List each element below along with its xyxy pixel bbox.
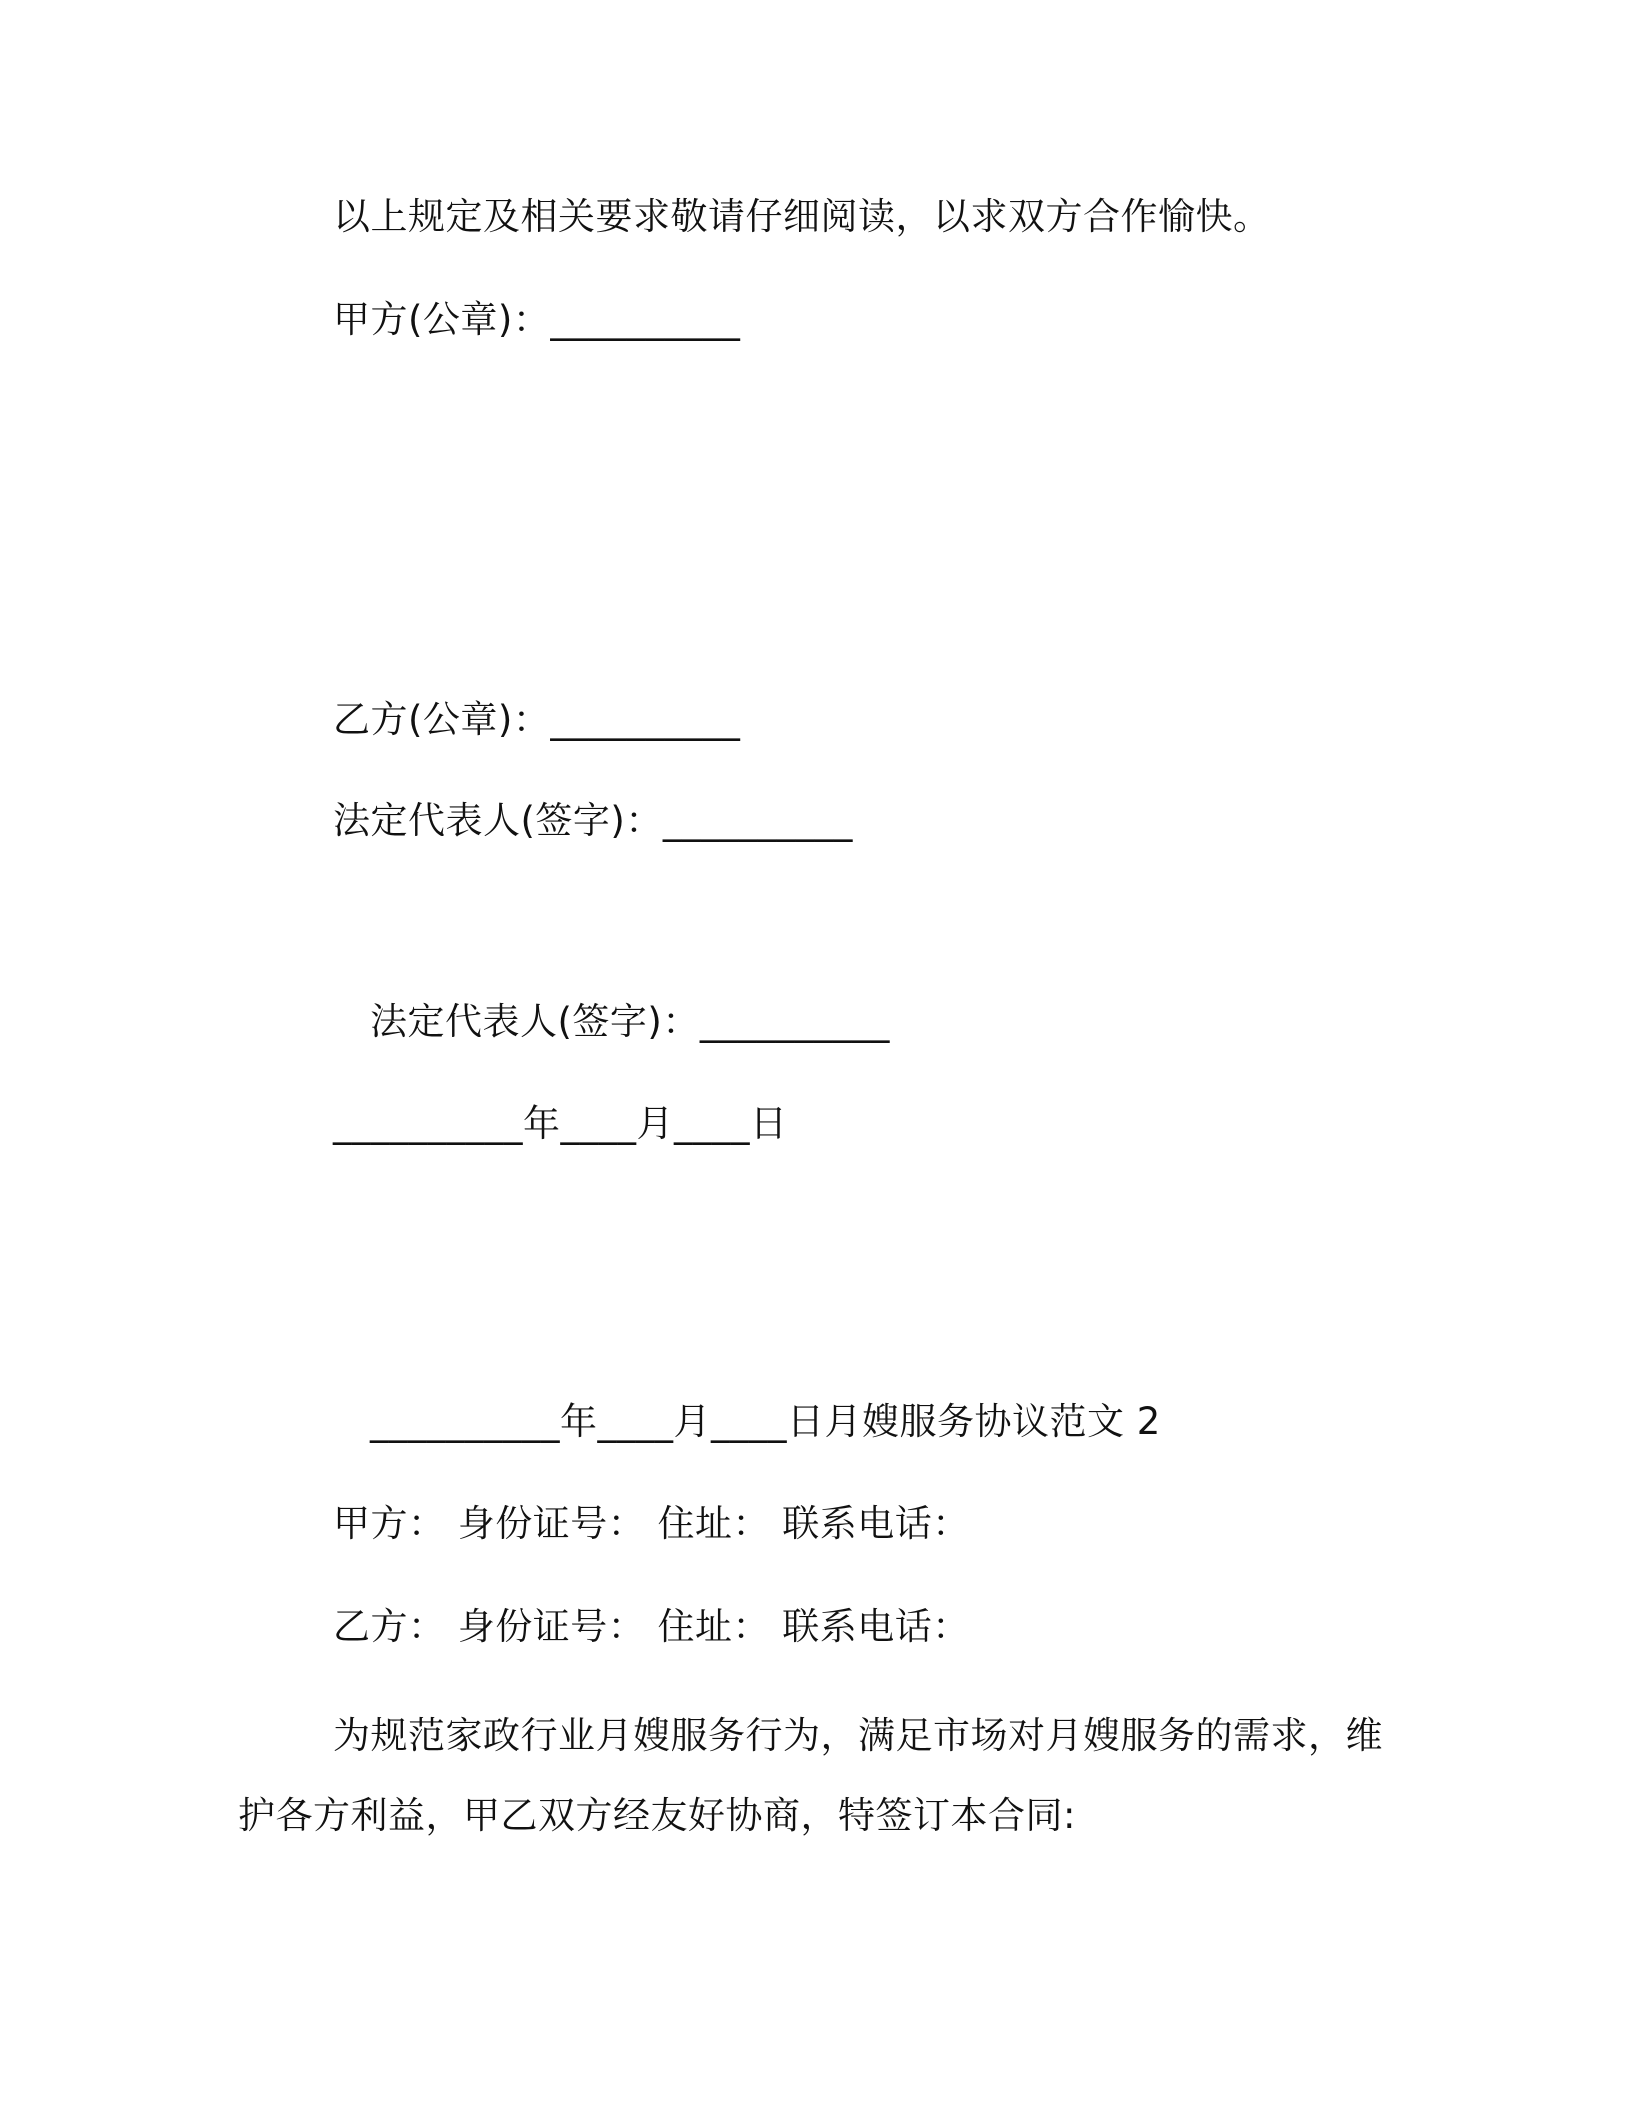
legal-rep-signature-line-2: 法定代表人(签字)：__________ [370,1000,890,1043]
intro-paragraph [238,1696,1388,1856]
party-a-info-line: 甲方： 身份证号： 住址： 联系电话： [333,1502,970,1545]
closing-statement: 以上规定及相关要求敬请仔细阅读，以求双方合作愉快。 [333,195,1271,238]
legal-rep-signature-line: 法定代表人(签字)：__________ [333,799,853,842]
intro-paragraph-line-2: 护各方利益，甲乙双方经友好协商，特签订本合同: [238,1794,1076,1837]
date-title-line: __________年____月____日月嫂服务协议范文 2 [370,1400,1161,1443]
party-a-seal-line: 甲方(公章)：__________ [333,298,741,341]
party-b-info-line: 乙方： 身份证号： 住址： 联系电话： [333,1605,970,1648]
party-b-seal-line: 乙方(公章)：__________ [333,698,741,741]
date-line: __________年____月____日 [333,1102,788,1145]
intro-paragraph-line-1: 为规范家政行业月嫂服务行为，满足市场对月嫂服务的需求，维 [333,1714,1383,1757]
